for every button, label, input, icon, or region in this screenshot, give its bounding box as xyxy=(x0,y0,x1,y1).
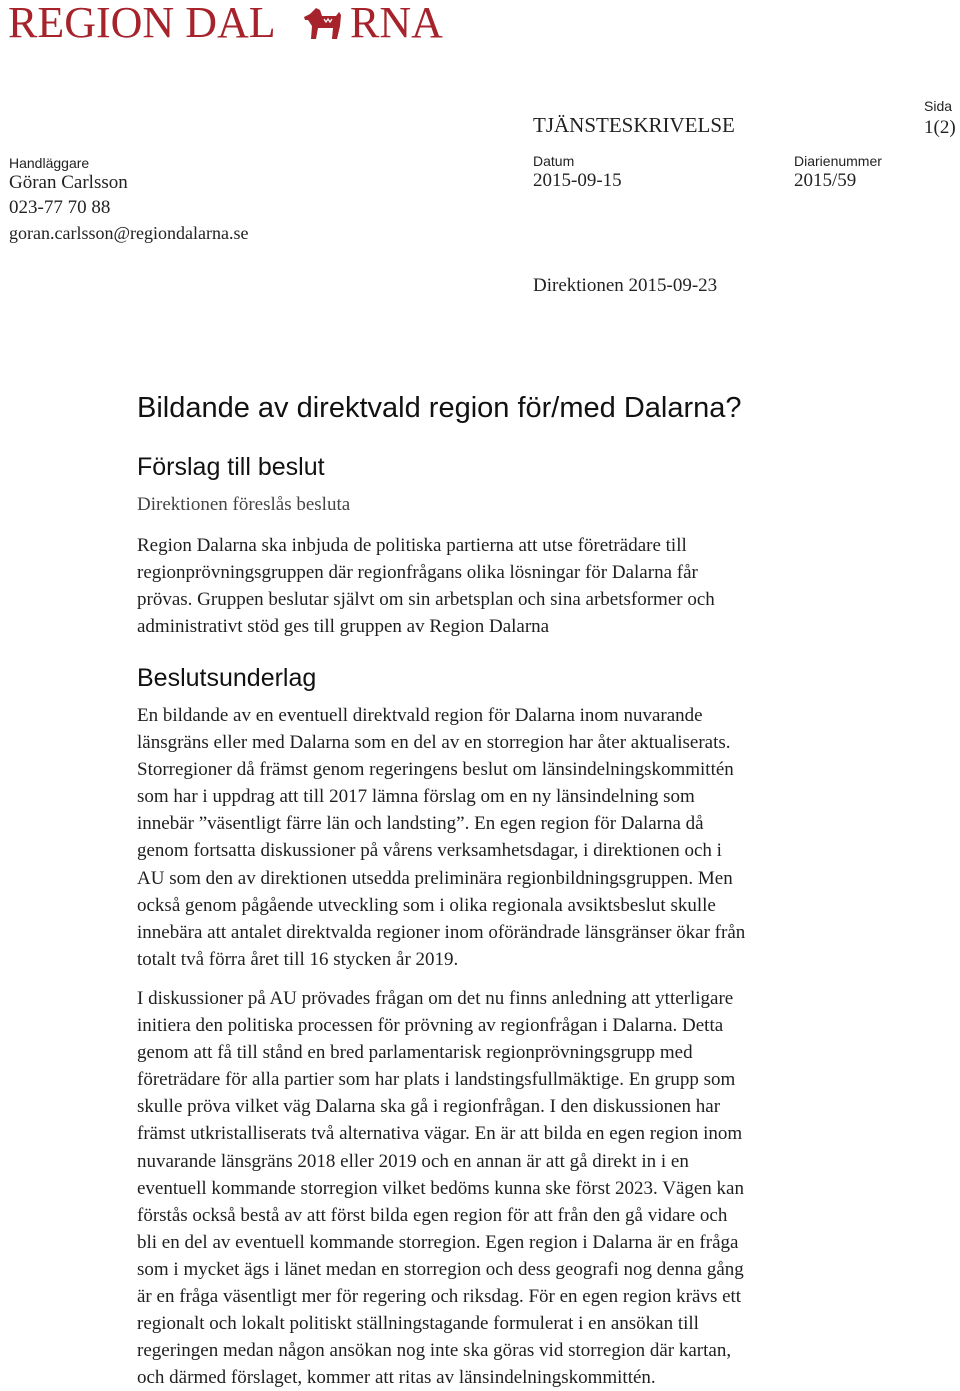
document-title: Bildande av direktvald region för/med Dalarna? xyxy=(137,392,742,424)
text-line: genom fortsatta diskussioner på vårens verksamhetsdagar, i direktionen och i xyxy=(137,840,722,862)
proposal-text xyxy=(137,532,897,640)
text-line: AU som den av direktionen utsedda preliminära regionbildningsgruppen. Men xyxy=(137,867,733,889)
text-line: eventuell kommande storregion vilket bedöms kunna ske först 2023. Vägen kan xyxy=(137,1177,744,1199)
handler-email[interactable]: goran.carlsson@regiondalarna.se xyxy=(9,223,249,243)
text-line: bli en del av eventuell kommande storregion. Egen region i Dalarna är en fråga xyxy=(137,1231,739,1253)
basis-paragraph-2 xyxy=(137,985,897,1391)
basis-heading: Beslutsunderlag xyxy=(137,664,317,692)
basis-paragraph-1 xyxy=(137,702,897,973)
text-line: också genom pågående utveckling som i olika regionala avsiktsbeslut skulle xyxy=(137,894,716,916)
text-line: länsgräns eller med Dalarna som en del av en storregion har åter aktualiserats. xyxy=(137,732,731,754)
text-line: prövas. Gruppen beslutar självt om sin arbetsplan och sina arbetsformer och xyxy=(137,589,715,611)
text-line: som har i uppdrag att till 2017 lämna förslag om en ny länsindelning som xyxy=(137,786,695,808)
diary-number-label: Diarienummer xyxy=(794,153,882,169)
text-line: administrativt stöd ges till gruppen av Region Dalarna xyxy=(137,616,550,638)
text-line: skulle pröva vilket väg Dalarna ska gå i regionfrågan. I den diskussionen har xyxy=(137,1096,721,1118)
date-label: Datum xyxy=(533,153,575,169)
text-line: förstås också bestå av att först bilda egen region för att från den gå vidare och xyxy=(137,1204,728,1226)
handler-phone: 023-77 70 88 xyxy=(9,197,111,218)
text-line: Region Dalarna ska inbjuda de politiska partierna att utse företrädare till xyxy=(137,535,687,556)
text-line: nuvarande länsgräns 2018 eller 2019 och en annan är att gå direkt in i en xyxy=(137,1150,689,1172)
logo-text-right: RNA xyxy=(350,2,443,42)
text-line: Storregioner då främst genom regeringens beslut om länsindelningskommittén xyxy=(137,759,734,781)
handler-label: Handläggare xyxy=(9,155,90,171)
proposal-heading: Förslag till beslut xyxy=(137,453,325,481)
text-line: I diskussioner på AU prövades frågan om det nu finns anledning att ytterligare xyxy=(137,988,734,1009)
text-line: och därmed förslaget, kommer att ritas av länsindelningskommittén. xyxy=(137,1367,656,1389)
text-line: är en fråga väsentligt mer för regering och riksdag. För en egen region krävs ett xyxy=(137,1286,742,1308)
dala-horse-icon xyxy=(304,8,341,39)
text-line: regionalt och lokalt politiskt ställningstagande formulerat i en ansökan till xyxy=(137,1313,699,1335)
page-label: Sida xyxy=(924,98,953,114)
recipient-line: Direktionen 2015-09-23 xyxy=(533,275,718,296)
handler-name: Göran Carlsson xyxy=(9,172,128,193)
text-line: företrädare för alla partier som har plats i landstingsfullmäktige. En grupp som xyxy=(137,1069,736,1091)
text-line: främst utkristalliserats två alternativa vägar. En är att bilda en egen region inom xyxy=(137,1123,743,1145)
text-line: initiera den politiska processen för prövning av regionfrågan i Dalarna. Detta xyxy=(137,1015,724,1037)
date-value: 2015-09-15 xyxy=(533,170,622,191)
region-dalarna-logo xyxy=(8,2,468,42)
text-line: regionprövningsgruppen där regionfrågans olika lösningar för Dalarna får xyxy=(137,562,698,584)
proposal-intro: Direktionen föreslås besluta xyxy=(137,494,351,515)
doc-type-title: TJÄNSTESKRIVELSE xyxy=(533,113,735,137)
diary-number-value: 2015/59 xyxy=(794,170,857,191)
text-line: innebär ”väsentligt färre län och landsting”. En egen region för Dalarna då xyxy=(137,813,704,835)
page-number: 1(2) xyxy=(924,117,956,138)
text-line: regeringen medan någon ansökan nog inte ska göras vid storregion där kartan, xyxy=(137,1340,732,1362)
text-line: En bildande av en eventuell direktvald region för Dalarna inom nuvarande xyxy=(137,705,703,726)
logo-text-left: REGION DAL xyxy=(8,2,276,42)
text-line: innebära att antalet direktvalda regioner inom oförändrade länsgränser ökar från xyxy=(137,921,746,943)
text-line: som i mycket ägs i länet medan en storregion och dess geografi nog denna gång xyxy=(137,1258,744,1280)
text-line: totalt två förra året till 16 stycken år 2019. xyxy=(137,948,459,970)
text-line: genom att få till stånd en bred parlamentarisk regionprövningsgrupp med xyxy=(137,1042,693,1064)
